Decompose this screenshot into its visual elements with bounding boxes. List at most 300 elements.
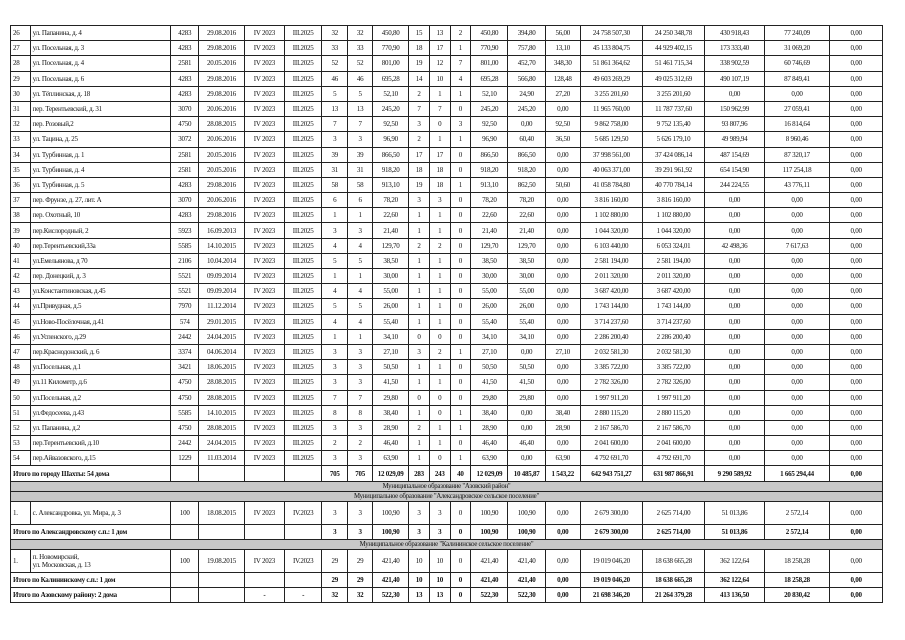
value-cell-m1: 1 743 144,00 xyxy=(580,299,642,314)
decree-number-cell: 100 xyxy=(171,501,199,524)
value-cell-area: 27,10 xyxy=(372,344,408,359)
total-cell-f3: 0 xyxy=(450,572,471,587)
value-cell-a: 32 xyxy=(322,26,348,41)
subtotal-label: Итого по Калининскому с.п.: 1 дом xyxy=(11,572,171,587)
value-cell-s3: 0,00 xyxy=(545,375,580,390)
planned-end-cell: III.2025 xyxy=(285,147,322,162)
decree-number-cell: 4750 xyxy=(171,420,199,435)
value-cell-f3: 2 xyxy=(450,26,471,41)
value-cell-m1: 19 019 046,20 xyxy=(580,549,642,572)
value-cell-area: 52,10 xyxy=(372,86,408,101)
value-cell-z: 0,00 xyxy=(830,360,883,375)
total-cell-a: 3 xyxy=(322,524,348,539)
value-cell-s2: 0,00 xyxy=(508,420,545,435)
value-cell-m1: 2 782 326,00 xyxy=(580,375,642,390)
value-cell-s1: 450,80 xyxy=(471,26,508,41)
total-cell-m2: 21 264 379,28 xyxy=(642,588,704,603)
value-cell-f1: 1 xyxy=(409,208,430,223)
section-header-alexandrovskoe-label: Муниципальное образование "Александровское сельское поселение" xyxy=(11,491,883,501)
value-cell-b: 7 xyxy=(348,117,373,132)
value-cell-s3: 0,00 xyxy=(545,436,580,451)
value-cell-area: 78,20 xyxy=(372,193,408,208)
value-cell-area: 38,40 xyxy=(372,405,408,420)
planned-start-cell: IV 2023 xyxy=(244,549,284,572)
value-cell-m1: 1 044 320,00 xyxy=(580,223,642,238)
row-number: 30 xyxy=(11,86,31,101)
value-cell-z: 0,00 xyxy=(830,344,883,359)
value-cell-m2: 39 291 961,92 xyxy=(642,162,704,177)
address-cell: ул.Посельная, д.2 xyxy=(30,390,171,405)
planned-end-cell: - xyxy=(285,588,322,603)
value-cell-f3: 0 xyxy=(450,549,471,572)
value-cell-m1: 37 998 561,00 xyxy=(580,147,642,162)
value-cell-s3: 0,00 xyxy=(545,269,580,284)
value-cell-a: 4 xyxy=(322,238,348,253)
value-cell-z: 0,00 xyxy=(830,223,883,238)
value-cell-m2: 3 255 201,60 xyxy=(642,86,704,101)
value-cell-m3: 487 154,69 xyxy=(704,147,764,162)
value-cell-f3: 1 xyxy=(450,344,471,359)
total-cell-f2: 10 xyxy=(429,572,450,587)
decree-number-cell: 100 xyxy=(171,549,199,572)
value-cell-m1: 3 687 420,00 xyxy=(580,284,642,299)
value-cell-s2: 34,10 xyxy=(508,329,545,344)
value-cell-m4: 0,00 xyxy=(764,436,829,451)
address-cell: ул.Федосеева, д.43 xyxy=(30,405,171,420)
value-cell-f1: 3 xyxy=(409,117,430,132)
value-cell-s1: 78,20 xyxy=(471,193,508,208)
value-cell-s3: 27,20 xyxy=(545,86,580,101)
total-cell-m4: 20 830,42 xyxy=(764,588,829,603)
row-number: 1. xyxy=(11,549,31,572)
value-cell-b: 3 xyxy=(348,420,373,435)
decree-date-cell: 18.06.2015 xyxy=(199,360,245,375)
address-cell: ул. Турбинная, д. 5 xyxy=(30,177,171,192)
value-cell-s3: 92,50 xyxy=(545,117,580,132)
value-cell-z: 0,00 xyxy=(830,101,883,116)
table-row xyxy=(11,56,883,71)
total-cell-m2: 631 987 866,91 xyxy=(642,466,704,481)
planned-end-cell xyxy=(285,524,322,539)
value-cell-m1: 3 385 722,00 xyxy=(580,360,642,375)
value-cell-z: 0,00 xyxy=(830,269,883,284)
planned-end-cell: III.2025 xyxy=(285,299,322,314)
value-cell-f2: 17 xyxy=(429,147,450,162)
value-cell-m3: 338 902,59 xyxy=(704,56,764,71)
value-cell-m2: 11 787 737,60 xyxy=(642,101,704,116)
value-cell-m1: 9 862 758,00 xyxy=(580,117,642,132)
value-cell-m4: 0,00 xyxy=(764,223,829,238)
value-cell-s2: 452,70 xyxy=(508,56,545,71)
value-cell-m4: 0,00 xyxy=(764,329,829,344)
decree-number-cell: 2581 xyxy=(171,56,199,71)
address-cell: ул.Константиновская, д.45 xyxy=(30,284,171,299)
value-cell-f2: 10 xyxy=(429,549,450,572)
value-cell-m2: 18 638 665,28 xyxy=(642,549,704,572)
value-cell-f2: 1 xyxy=(429,223,450,238)
value-cell-m2: 2 880 115,20 xyxy=(642,405,704,420)
value-cell-m4: 43 776,11 xyxy=(764,177,829,192)
value-cell-a: 5 xyxy=(322,299,348,314)
planned-end-cell: III.2025 xyxy=(285,360,322,375)
decree-number-cell: 2442 xyxy=(171,436,199,451)
row-number: 53 xyxy=(11,436,31,451)
table-row xyxy=(11,41,883,56)
value-cell-a: 1 xyxy=(322,329,348,344)
value-cell-area: 30,00 xyxy=(372,269,408,284)
row-number: 33 xyxy=(11,132,31,147)
decree-number-cell: 5521 xyxy=(171,284,199,299)
value-cell-s2: 129,70 xyxy=(508,238,545,253)
decree-date-cell: 29.08.2016 xyxy=(199,208,245,223)
planned-end-cell xyxy=(285,466,322,481)
row-number: 26 xyxy=(11,26,31,41)
value-cell-area: 50,50 xyxy=(372,360,408,375)
planned-start-cell: IV 2023 xyxy=(244,360,284,375)
value-cell-area: 29,80 xyxy=(372,390,408,405)
value-cell-s3: 0,00 xyxy=(545,223,580,238)
value-cell-m3: 49 989,94 xyxy=(704,132,764,147)
value-cell-f2: 1 xyxy=(429,314,450,329)
value-cell-f2: 2 xyxy=(429,238,450,253)
value-cell-area: 28,90 xyxy=(372,420,408,435)
value-cell-f1: 19 xyxy=(409,56,430,71)
decree-date-cell: 29.08.2016 xyxy=(199,41,245,56)
value-cell-f2: 1 xyxy=(429,269,450,284)
planned-end-cell: III.2025 xyxy=(285,344,322,359)
total-cell-f3: 0 xyxy=(450,588,471,603)
total-cell-a: 29 xyxy=(322,572,348,587)
planned-start-cell: IV 2023 xyxy=(244,405,284,420)
decree-date-cell: 20.05.2016 xyxy=(199,147,245,162)
address-line-2: ул. Московская, д. 13 xyxy=(32,560,91,569)
value-cell-m3: 0,00 xyxy=(704,420,764,435)
total-cell-m1: 642 943 751,27 xyxy=(580,466,642,481)
table-row xyxy=(11,147,883,162)
planned-end-cell: III.2025 xyxy=(285,284,322,299)
table-row xyxy=(11,390,883,405)
value-cell-s1: 50,50 xyxy=(471,360,508,375)
total-cell-s3: 1 543,22 xyxy=(545,466,580,481)
value-cell-s2: 21,40 xyxy=(508,223,545,238)
planned-end-cell: IV.2023 xyxy=(285,501,322,524)
table-row xyxy=(11,117,883,132)
value-cell-area: 55,00 xyxy=(372,284,408,299)
value-cell-s1: 27,10 xyxy=(471,344,508,359)
planned-start-cell: IV 2023 xyxy=(244,253,284,268)
value-cell-area: 100,90 xyxy=(372,501,408,524)
subtotal-label: Итого по городу Шахты: 54 дома xyxy=(11,466,171,481)
value-cell-s3: 0,00 xyxy=(545,549,580,572)
value-cell-z: 0,00 xyxy=(830,329,883,344)
value-cell-a: 33 xyxy=(322,41,348,56)
value-cell-s3: 13,10 xyxy=(545,41,580,56)
value-cell-z: 0,00 xyxy=(830,299,883,314)
value-cell-s1: 30,00 xyxy=(471,269,508,284)
total-cell-m2: 18 638 665,28 xyxy=(642,572,704,587)
table-row xyxy=(11,223,883,238)
total-cell-s2: 10 485,87 xyxy=(508,466,545,481)
row-number: 52 xyxy=(11,420,31,435)
decree-number-cell: 2581 xyxy=(171,147,199,162)
total-cell-area: 12 029,09 xyxy=(372,466,408,481)
value-cell-a: 3 xyxy=(322,420,348,435)
total-cell-f2: 243 xyxy=(429,466,450,481)
section-header-kalininskoe xyxy=(11,539,883,549)
row-number: 46 xyxy=(11,329,31,344)
planned-end-cell: III.2025 xyxy=(285,253,322,268)
value-cell-z: 0,00 xyxy=(830,390,883,405)
value-cell-z: 0,00 xyxy=(830,147,883,162)
value-cell-s1: 38,50 xyxy=(471,253,508,268)
address-cell xyxy=(30,549,171,572)
value-cell-m2: 1 997 911,20 xyxy=(642,390,704,405)
value-cell-area: 63,90 xyxy=(372,451,408,466)
value-cell-f2: 0 xyxy=(429,451,450,466)
planned-end-cell: III.2025 xyxy=(285,436,322,451)
value-cell-f2: 0 xyxy=(429,390,450,405)
value-cell-area: 913,10 xyxy=(372,177,408,192)
decree-number-cell: 5521 xyxy=(171,269,199,284)
value-cell-area: 770,90 xyxy=(372,41,408,56)
value-cell-area: 21,40 xyxy=(372,223,408,238)
value-cell-f1: 2 xyxy=(409,238,430,253)
row-number: 28 xyxy=(11,56,31,71)
value-cell-area: 22,60 xyxy=(372,208,408,223)
value-cell-f2: 7 xyxy=(429,101,450,116)
value-cell-f3: 0 xyxy=(450,253,471,268)
value-cell-b: 3 xyxy=(348,501,373,524)
value-cell-f3: 0 xyxy=(450,147,471,162)
value-cell-m3: 430 918,43 xyxy=(704,26,764,41)
value-cell-b: 1 xyxy=(348,329,373,344)
value-cell-f3: 1 xyxy=(450,177,471,192)
value-cell-s2: 866,50 xyxy=(508,147,545,162)
value-cell-area: 34,10 xyxy=(372,329,408,344)
value-cell-a: 8 xyxy=(322,405,348,420)
planned-start-cell: IV 2023 xyxy=(244,86,284,101)
value-cell-a: 2 xyxy=(322,436,348,451)
decree-number-cell: 2106 xyxy=(171,253,199,268)
total-cell-s1: 421,40 xyxy=(471,572,508,587)
value-cell-s1: 245,20 xyxy=(471,101,508,116)
value-cell-m1: 24 758 507,30 xyxy=(580,26,642,41)
value-cell-m4: 2 572,14 xyxy=(764,501,829,524)
total-cell-m2: 2 625 714,00 xyxy=(642,524,704,539)
value-cell-m3: 0,00 xyxy=(704,269,764,284)
value-cell-b: 46 xyxy=(348,71,373,86)
value-cell-m2: 49 025 312,69 xyxy=(642,71,704,86)
value-cell-b: 3 xyxy=(348,451,373,466)
value-cell-b: 5 xyxy=(348,299,373,314)
decree-date-cell: 20.05.2016 xyxy=(199,162,245,177)
decree-number-cell: 4750 xyxy=(171,375,199,390)
table-row xyxy=(11,420,883,435)
value-cell-a: 7 xyxy=(322,390,348,405)
value-cell-m4: 0,00 xyxy=(764,375,829,390)
value-cell-s1: 63,90 xyxy=(471,451,508,466)
total-cell-f3: 40 xyxy=(450,466,471,481)
total-cell-area: 100,90 xyxy=(372,524,408,539)
value-cell-z: 0,00 xyxy=(830,162,883,177)
planned-start-cell: IV 2023 xyxy=(244,436,284,451)
value-cell-s3: 0,00 xyxy=(545,253,580,268)
value-cell-m2: 1 102 880,00 xyxy=(642,208,704,223)
value-cell-f2: 18 xyxy=(429,162,450,177)
address-cell: с. Александровка, ул. Мира, д. 3 xyxy=(30,501,171,524)
planned-end-cell: III.2025 xyxy=(285,238,322,253)
decree-date-cell: 28.08.2015 xyxy=(199,420,245,435)
planned-start-cell: IV 2023 xyxy=(244,117,284,132)
value-cell-f1: 0 xyxy=(409,329,430,344)
value-cell-m2: 9 752 135,40 xyxy=(642,117,704,132)
value-cell-b: 52 xyxy=(348,56,373,71)
value-cell-a: 1 xyxy=(322,269,348,284)
value-cell-s1: 38,40 xyxy=(471,405,508,420)
total-cell-f1: 13 xyxy=(409,588,430,603)
value-cell-s3: 0,00 xyxy=(545,208,580,223)
value-cell-m1: 4 792 691,70 xyxy=(580,451,642,466)
address-cell: пер.Айвазовского, д.15 xyxy=(30,451,171,466)
value-cell-m3: 0,00 xyxy=(704,405,764,420)
value-cell-f1: 0 xyxy=(409,390,430,405)
planned-end-cell: III.2025 xyxy=(285,329,322,344)
value-cell-m2: 44 929 402,15 xyxy=(642,41,704,56)
value-cell-area: 41,50 xyxy=(372,375,408,390)
value-cell-a: 4 xyxy=(322,314,348,329)
value-cell-s1: 129,70 xyxy=(471,238,508,253)
value-cell-z: 0,00 xyxy=(830,314,883,329)
value-cell-f3: 0 xyxy=(450,284,471,299)
address-cell: ул.Емельянова, д 70 xyxy=(30,253,171,268)
table-row xyxy=(11,86,883,101)
planned-start-cell: IV 2023 xyxy=(244,329,284,344)
total-cell-s2: 421,40 xyxy=(508,572,545,587)
value-cell-f2: 1 xyxy=(429,284,450,299)
row-number: 36 xyxy=(11,177,31,192)
value-cell-m2: 24 250 348,78 xyxy=(642,26,704,41)
value-cell-f3: 0 xyxy=(450,360,471,375)
value-cell-m4: 0,00 xyxy=(764,405,829,420)
value-cell-m1: 2 032 581,30 xyxy=(580,344,642,359)
row-number: 48 xyxy=(11,360,31,375)
planned-end-cell: III.2025 xyxy=(285,132,322,147)
value-cell-area: 245,20 xyxy=(372,101,408,116)
value-cell-s2: 0,00 xyxy=(508,451,545,466)
planned-start-cell: IV 2023 xyxy=(244,147,284,162)
value-cell-b: 4 xyxy=(348,284,373,299)
decree-date-cell: 28.08.2015 xyxy=(199,390,245,405)
value-cell-m1: 2 581 194,00 xyxy=(580,253,642,268)
total-cell-b: 29 xyxy=(348,572,373,587)
value-cell-f1: 1 xyxy=(409,253,430,268)
value-cell-f2: 17 xyxy=(429,41,450,56)
value-cell-s2: 757,80 xyxy=(508,41,545,56)
value-cell-f3: 0 xyxy=(450,375,471,390)
total-cell-f1: 10 xyxy=(409,572,430,587)
value-cell-s2: 50,50 xyxy=(508,360,545,375)
value-cell-z: 0,00 xyxy=(830,193,883,208)
value-cell-m3: 0,00 xyxy=(704,86,764,101)
value-cell-m1: 2 011 320,00 xyxy=(580,269,642,284)
value-cell-area: 918,20 xyxy=(372,162,408,177)
value-cell-m1: 2 880 115,20 xyxy=(580,405,642,420)
value-cell-f1: 1 xyxy=(409,451,430,466)
planned-start-cell: IV 2023 xyxy=(244,375,284,390)
table-row xyxy=(11,101,883,116)
table-row xyxy=(11,238,883,253)
value-cell-area: 421,40 xyxy=(372,549,408,572)
value-cell-f2: 0 xyxy=(429,329,450,344)
value-cell-s3: 36,50 xyxy=(545,132,580,147)
decree-number-cell: 1229 xyxy=(171,451,199,466)
value-cell-z: 0,00 xyxy=(830,405,883,420)
total-cell-s1: 100,90 xyxy=(471,524,508,539)
value-cell-m1: 51 861 364,62 xyxy=(580,56,642,71)
value-cell-m2: 3 385 722,00 xyxy=(642,360,704,375)
value-cell-s1: 28,90 xyxy=(471,420,508,435)
total-cell-b: 705 xyxy=(348,466,373,481)
value-cell-s1: 55,40 xyxy=(471,314,508,329)
empty-cell xyxy=(199,524,245,539)
decree-date-cell: 20.06.2016 xyxy=(199,101,245,116)
empty-cell xyxy=(199,588,245,603)
value-cell-s3: 0,00 xyxy=(545,390,580,405)
value-cell-f2: 2 xyxy=(429,344,450,359)
value-cell-a: 3 xyxy=(322,451,348,466)
value-cell-b: 3 xyxy=(348,344,373,359)
value-cell-m2: 1 743 144,00 xyxy=(642,299,704,314)
value-cell-m1: 2 041 600,00 xyxy=(580,436,642,451)
planned-start-cell: - xyxy=(244,588,284,603)
value-cell-m1: 40 063 371,00 xyxy=(580,162,642,177)
address-line-1: п. Новомирский, xyxy=(32,552,79,561)
value-cell-m3: 0,00 xyxy=(704,299,764,314)
value-cell-f2: 10 xyxy=(429,71,450,86)
value-cell-f3: 0 xyxy=(450,162,471,177)
decree-number-cell: 7970 xyxy=(171,299,199,314)
value-cell-f2: 1 xyxy=(429,86,450,101)
value-cell-s3: 28,90 xyxy=(545,420,580,435)
empty-cell xyxy=(171,572,199,587)
decree-number-cell: 4750 xyxy=(171,117,199,132)
planned-end-cell: III.2025 xyxy=(285,269,322,284)
value-cell-b: 4 xyxy=(348,238,373,253)
address-cell: ул. Турбинная, д. 4 xyxy=(30,162,171,177)
value-cell-area: 801,00 xyxy=(372,56,408,71)
value-cell-f1: 2 xyxy=(409,420,430,435)
value-cell-s1: 695,28 xyxy=(471,71,508,86)
value-cell-s3: 0,00 xyxy=(545,329,580,344)
value-cell-m4: 31 069,20 xyxy=(764,41,829,56)
value-cell-m4: 0,00 xyxy=(764,208,829,223)
table-row xyxy=(11,208,883,223)
value-cell-f3: 3 xyxy=(450,117,471,132)
address-cell: ул.Привудная, д.5 xyxy=(30,299,171,314)
planned-start-cell: IV 2023 xyxy=(244,420,284,435)
value-cell-m4: 27 059,41 xyxy=(764,101,829,116)
value-cell-s3: 0,00 xyxy=(545,314,580,329)
value-cell-z: 0,00 xyxy=(830,284,883,299)
row-number: 42 xyxy=(11,269,31,284)
planned-start-cell: IV 2023 xyxy=(244,238,284,253)
total-cell-s1: 12 029,09 xyxy=(471,466,508,481)
table-row xyxy=(11,132,883,147)
value-cell-m4: 0,00 xyxy=(764,284,829,299)
value-cell-f1: 19 xyxy=(409,177,430,192)
value-cell-f2: 1 xyxy=(429,299,450,314)
value-cell-f2: 1 xyxy=(429,132,450,147)
